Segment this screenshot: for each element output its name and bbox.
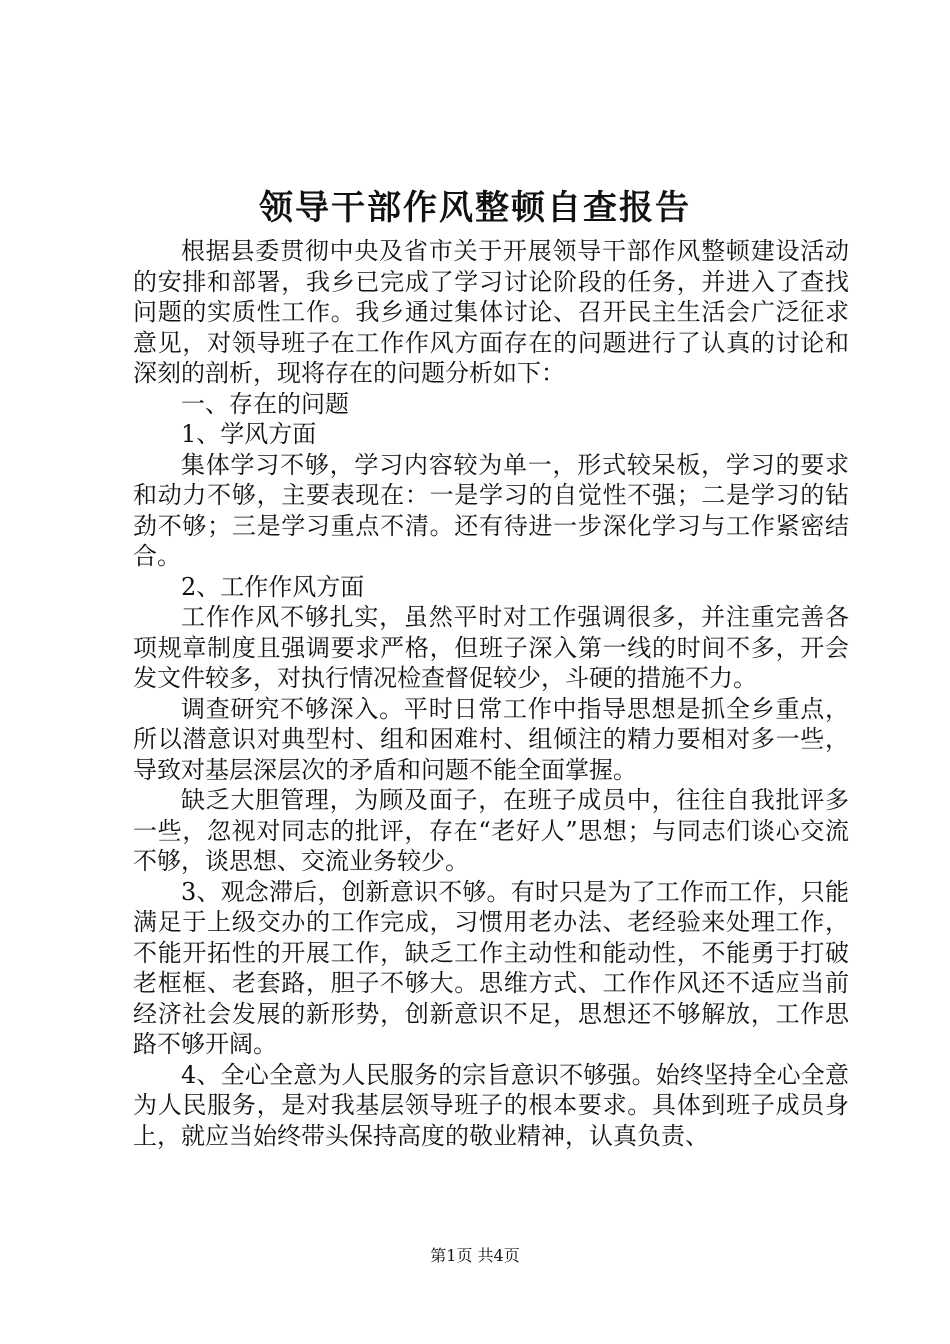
page-footer: 第1页 共4页 — [430, 1246, 520, 1265]
heading-work-style: 2、工作作风方面 — [181, 572, 365, 601]
heading-section-1: 一、存在的问题 — [181, 389, 349, 418]
paragraph-research: 调查研究不够深入。平时日常工作中指导思想是抓全乡重点，所以潜意识对典型村、组和困难村、组倾注的精力要相对多一些，导致对基层深层次的矛盾和问题不能全面掌握。 — [133, 694, 849, 784]
paragraph-management: 缺乏大胆管理，为顾及面子，在班子成员中，往往自我批评多一些，忽视对同志的批评，存在“老好人”思想；与同志们谈心交流不够，谈思想、交流业务较少。 — [133, 786, 849, 875]
paragraph-service: 4、全心全意为人民服务的宗旨意识不够强。始终坚持全心全意为人民服务，是对我基层领导班子的根本要求。具体到班子成员身上，就应当始终带头保持高度的敬业精神，认真负责、 — [133, 1060, 849, 1150]
paragraph-study-style: 集体学习不够，学习内容较为单一，形式较呆板，学习的要求和动力不够，主要表现在：一是学习的自觉性不强；二是学习的钻劲不够；三是学习重点不清。还有待进一步深化学习与工作紧密结合。 — [133, 450, 849, 570]
paragraph-innovation: 3、观念滞后，创新意识不够。有时只是为了工作而工作，只能满足于上级交办的工作完成，习惯用老办法、老经验来处理工作，不能开拓性的开展工作，缺乏工作主动性和能动性，不能勇于打破老框框、老套路，胆子不够大。思维方式、工作作风还不适应当前经济社会发展的新形势，创新意识不足，思想还不够解放，工作思路不够开阔。 — [133, 877, 849, 1058]
paragraph-intro: 根据县委贯彻中央及省市关于开展领导干部作风整顿建设活动的安排和部署，我乡已完成了学习讨论阶段的任务，并进入了查找问题的实质性工作。我乡通过集体讨论、召开民主生活会广泛征求意见，对领导班子在工作作风方面存在的问题进行了认真的讨论和深刻的剖析，现将存在的问题分析如下： — [133, 237, 849, 387]
heading-study-style: 1、学风方面 — [181, 420, 317, 448]
document-body — [133, 236, 849, 1151]
document-title: 领导干部作风整顿自查报告 — [259, 188, 691, 228]
paragraph-work-style: 工作作风不够扎实，虽然平时对工作强调很多，并注重完善各项规章制度且强调要求严格，但班子深入第一线的时间不多，开会发文件较多，对执行情况检查督促较少，斗硬的措施不力。 — [133, 603, 849, 692]
